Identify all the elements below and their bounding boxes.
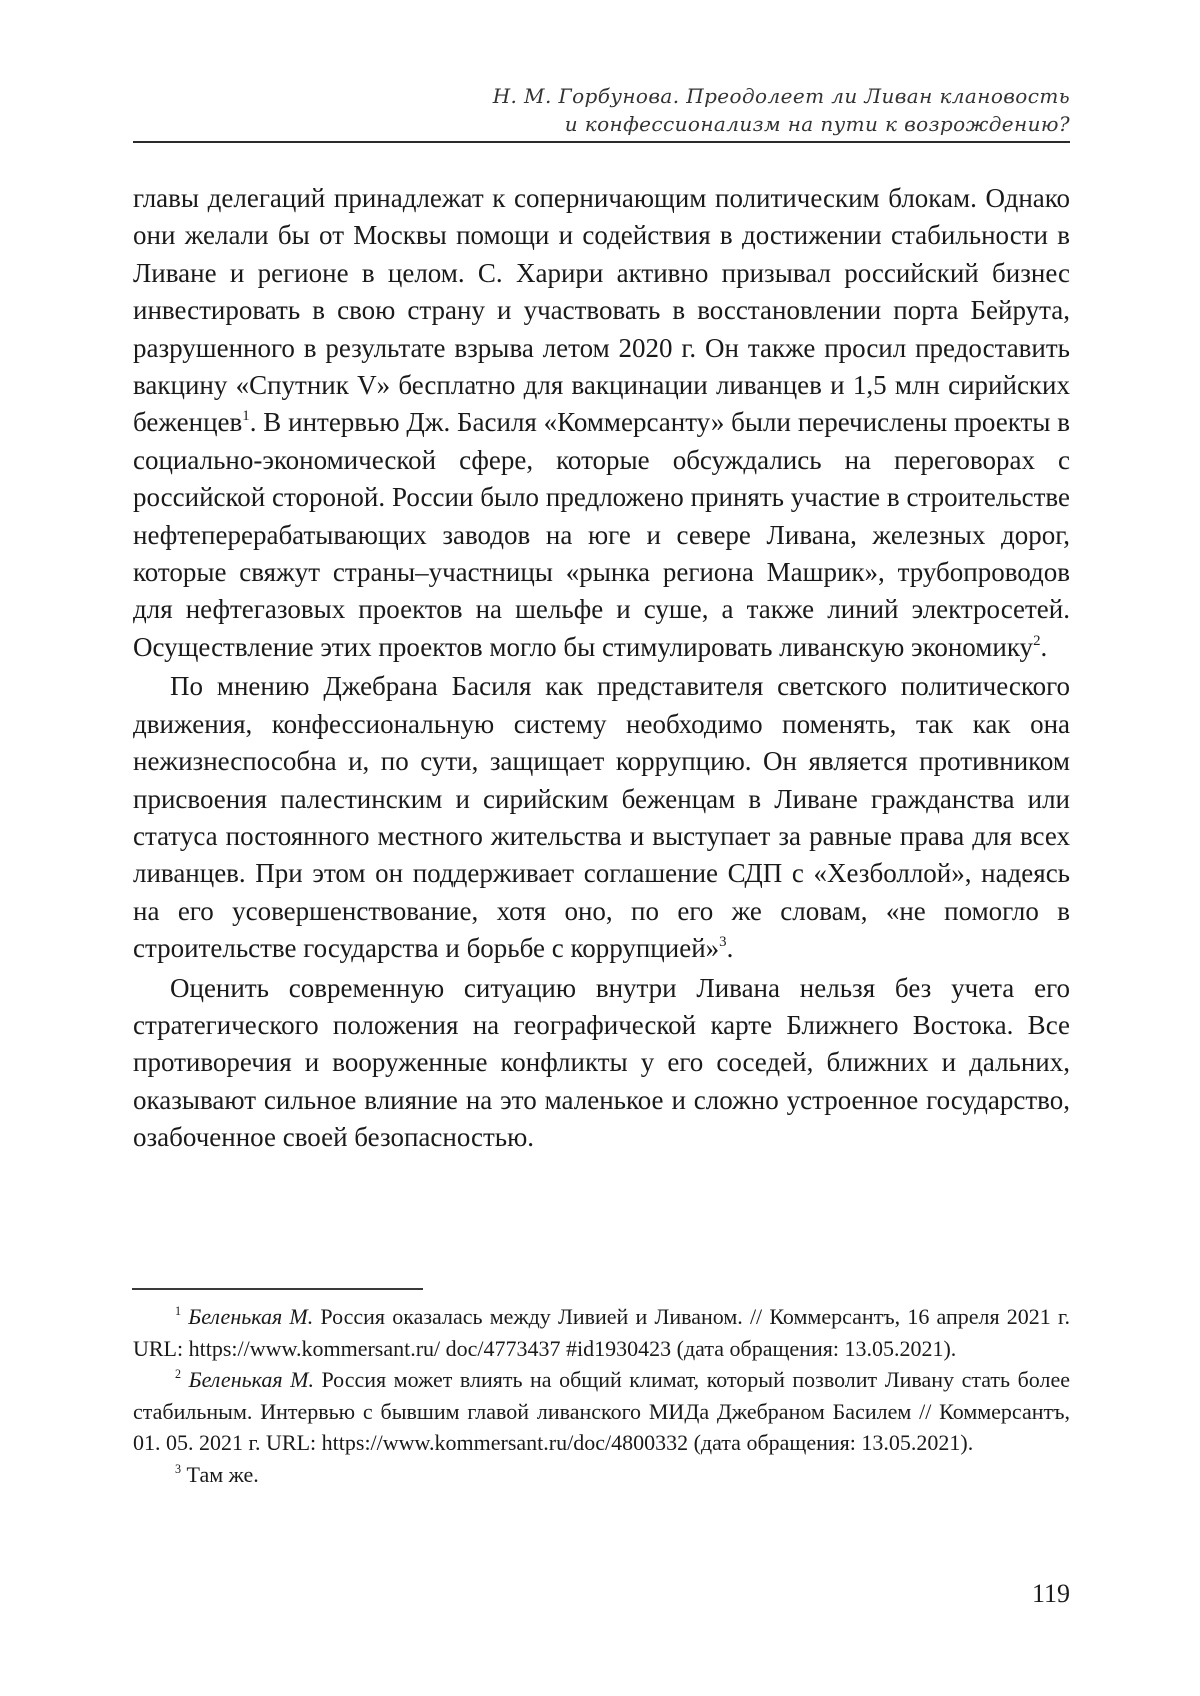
footnote-3: $^3$ Там же. <box>175 1461 259 1487</box>
running-head-line-2: и конфессионализм на пути к возрождению? <box>564 112 1070 136</box>
body-text <box>133 180 1070 1157</box>
running-head <box>133 82 1070 138</box>
paragraph-1: главы делегаций принадлежат к соперничающим политическим блокам. Однако они желали бы от Москвы помощи и содействия в достижении стабильности в Ливане и регионе в целом. С. Харири активно призывал российский бизнес инвестировать в свою страну и участвовать в восстановлении порта Бейрута, разрушенного в результате взрыва летом 2020 г. Он также просил предоставить вакцину «Спутник V» бесплатно для вакцинации ливанцев и 1,5 млн сирийских беженцев$^1$. В интервью Дж. Басиля «Коммерсанту» были перечислены проекты в социально-экономической сфере, которые обсуждались на переговорах с российской стороной. России было предложено принять участие в строительстве нефтеперерабатывающих заводов на юге и севере Ливана, железных дорог, которые свяжут страны–участницы «рынка региона Машрик», трубопроводов для нефтегазовых проектов на шельфе и суше, а также линий электросетей. Осуществление этих проектов могло бы стимулировать ливанскую экономику$^2$. <box>133 183 1070 662</box>
footnote-ref-1[interactable]: 1 <box>242 408 250 425</box>
footnotes <box>133 1301 1070 1490</box>
paragraph-3: Оценить современную ситуацию внутри Ливана нельзя без учета его стратегического положения на географической карте Ближнего Востока. Все противоречия и вооруженные конфликты у его соседей, ближних и дальних, оказывают сильное влияние на это маленькое и сложно устроенное государство, озабоченное своей безопасностью. <box>133 972 1070 1153</box>
footnote-author: Беленькая М. <box>188 1367 314 1392</box>
footnote-1: $^1$ Беленькая М. Россия оказалась между Ливией и Ливаном. // Коммерсантъ, 16 апреля 2021 г. URL: https://www.kommersant.ru/ doc/4773437 #id1930423 (дата обращения: 13.05.2021). <box>133 1303 1070 1361</box>
running-head-line-1: Н. М. Горбунова. Преодолеет ли Ливан клановость <box>492 84 1070 108</box>
footnote-2: $^2$ Беленькая М. Россия может влиять на общий климат, который позволит Ливану стать более стабильным. Интервью с бывшим главой ливанского МИДа Джебраном Басилем // Коммерсантъ, 01. 05. 2021 г. URL: https://www.kommersant.ru/doc/4800332 (дата обращения: 13.05.2021). <box>133 1366 1071 1455</box>
footnote-ref-2[interactable]: 2 <box>1033 632 1041 649</box>
page-number: 119 <box>1031 1579 1070 1608</box>
header-rule <box>133 141 1070 143</box>
footnote-ref-3[interactable]: 3 <box>719 934 727 950</box>
paragraph-2: По мнению Джебрана Басиля как представителя светского политического движения, конфессиональную систему необходимо поменять, так как она нежизнеспособна и, по сути, защищает коррупцию. Он является противником присвоения палестинским и сирийским беженцам в Ливане гражданства или статуса постоянного местного жительства и выступает за равные права для всех ливанцев. При этом он поддерживает соглашение СДП с «Хезболлой», надеясь на его усовершенствование, хотя оно, по его же словам, «не помогло в строительстве государства и борьбе с коррупцией»$^3$. <box>133 671 1070 964</box>
footnote-author: Беленькая М. <box>188 1304 314 1329</box>
footnote-separator <box>132 1288 423 1290</box>
